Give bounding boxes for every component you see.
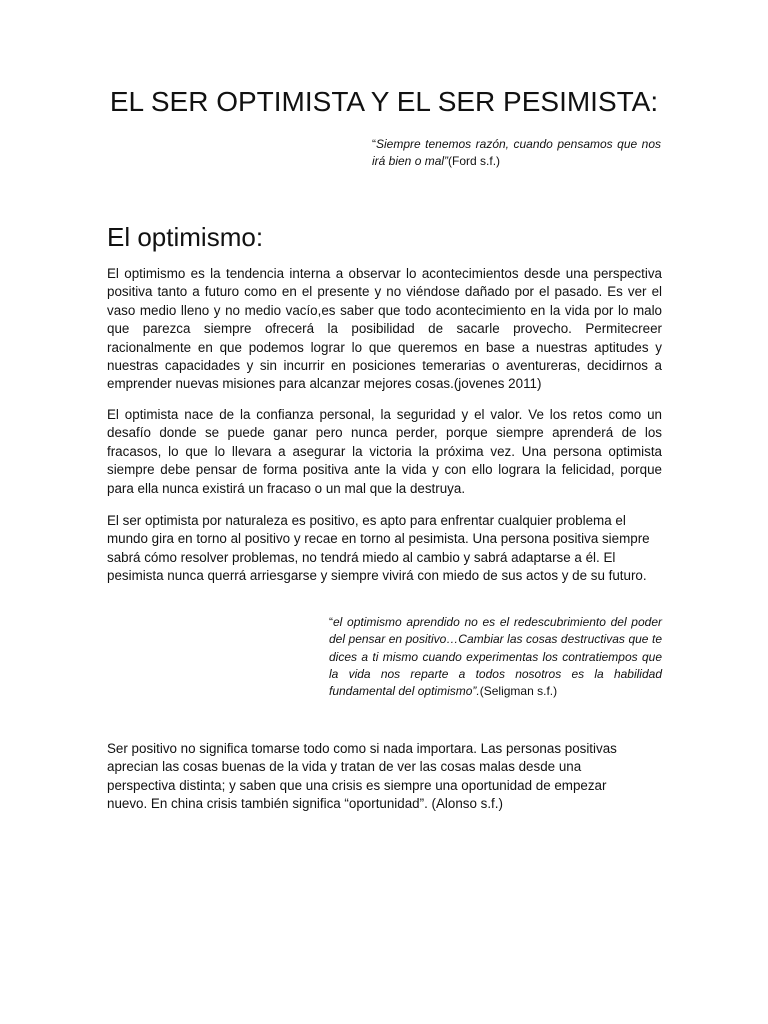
body-paragraph-3: El ser optimista por naturaleza es positivo, es apto para enfrentar cualquier problema el mundo gira en torno al positivo y recae en torno al pesimista. Una persona positiva siempre sabrá cómo resolver problemas, no tendrá miedo al cambio y sabrá adaptarse a él. El pesimista nunca querrá arriesgarse y siempre vivirá con miedo de sus actos y de su futuro.	[107, 513, 650, 584]
epigraph-open-mark: “	[372, 137, 376, 151]
closing-paragraph: Ser positivo no significa tomarse todo como si nada importara. Las personas positivas aprecian las cosas buenas de la vida y tratan de ver las cosas malas desde una perspectiva distinta; y saben que una crisis es siempre una oportunidad de empezar nuevo. En china crisis también significa “oportunidad”. (Alonso s.f.)	[107, 741, 617, 812]
epigraph-citation: (Ford s.f.)	[448, 154, 501, 168]
block-quote	[329, 614, 662, 700]
section-heading: El optimismo:	[107, 222, 264, 252]
block-quote-text: el optimismo aprendido no es el redescubrimiento del poder del pensar en positivo…Cambiar las cosas destructivas que te dices a ti mismo cuando experimentas los contratiempos que la vida nos reparte a todos nosotros es la habilidad fundamental del optimismo”.	[329, 615, 662, 699]
epigraph-quote-text: Siempre tenemos razón, cuando pensamos que nos irá bien o mal”	[372, 137, 661, 168]
body-paragraph-2: El optimista nace de la confianza personal, la seguridad y el valor. Ve los retos como un desafío donde se puede ganar pero nunca perder, porque siempre aprenderá de los fracasos, lo que lo llevara a asegurar la victoria la próxima vez. Una persona optimista siempre debe pensar de forma positiva ante la vida y con ello lograra la felicidad, porque para ella nunca existirá un fracaso o un mal que la destruya.	[107, 407, 662, 496]
page-title: EL SER OPTIMISTA Y EL SER PESIMISTA:	[109, 86, 659, 117]
body-paragraph-1: El optimismo es la tendencia interna a observar lo acontecimientos desde una perspectiva positiva tanto a futuro como en el presente y no viéndose dañado por el pasado. Es ver el vaso medio lleno y no medio vacío,es saber que todo acontecimiento en la vida por lo malo que parezca siempre ofrecerá la posibilidad de sacarle provecho. Permitecreer racionalmente en que podemos lograr lo que queremos en base a nuestras aptitudes y nuestras capacidades y sin incurrir en posiciones temerarias o aventureras, decidirnos a emprender nuevas misiones para alcanzar mejores cosas.(jovenes 2011)	[107, 266, 662, 392]
epigraph-quote	[372, 136, 661, 170]
block-quote-open-mark: “	[329, 615, 333, 629]
block-quote-citation: (Seligman s.f.)	[479, 684, 558, 699]
